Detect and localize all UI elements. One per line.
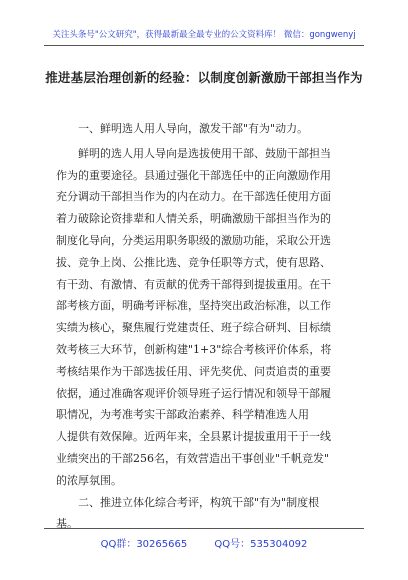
paragraph-line: 鲜明的选人用人导向是选拔使用干部、鼓励干部担当 <box>78 146 331 160</box>
paragraph-line: 有干劲、有激情、有贡献的优秀干部得到提拔重用。在干 <box>56 277 331 291</box>
paragraph-line: 的浓厚氛围。 <box>56 473 122 487</box>
paragraph-line: 充分调动干部担当作为的内在动力。在干部选任使用方面 <box>56 190 331 204</box>
footer-qq-group: QQ群：30265665 <box>100 539 188 550</box>
paragraph-line: 着力破除论资排辈和人情关系，明确激励干部担当作为的 <box>56 212 331 226</box>
footer-divider <box>44 528 364 529</box>
paragraph-line: 实绩为核心，聚焦履行党建责任、班子综合研判、目标绩 <box>56 321 331 335</box>
footer <box>0 535 408 550</box>
heading-line: 基。 <box>56 517 78 531</box>
header-banner: 关注头条号"公文研究"，获得最新最全最专业的公文资料库！ 微信：gongwenyj <box>52 30 356 40</box>
paragraph-line: 依据，通过准确客观评价领导班子运行情况和领导干部履 <box>56 386 331 400</box>
paragraph-line: 拔、竞争上岗、公推比选、竞争任职等方式，使有思路、 <box>56 255 331 269</box>
paragraph-line: 效考核三大环节，创新构建"1+3"综合考核评价体系，将 <box>56 342 332 356</box>
paragraph-line: 人提供有效保障。近两年来，全县累计提拔重用干于一线 <box>56 430 331 444</box>
footer-qq-number: QQ号：535304092 <box>214 539 308 550</box>
heading-line: 二、推进立体化综合考评，构筑干部"有为"制度根 <box>78 495 320 509</box>
paragraph-line: 业绩突出的干部256名，有效营造出干事创业"千帆竞发" <box>56 451 330 465</box>
header-divider <box>44 45 364 46</box>
paragraph-line: 考核结果作为干部选拔任用、评先奖优、问责追责的重要 <box>56 364 331 378</box>
paragraph-line: 作为的重要途径。县通过强化干部选任中的正向激励作用 <box>56 168 331 182</box>
paragraph-line: 职情况，为考准考实干部政治素养、科学精准选人用 <box>56 408 309 422</box>
section-heading-1: 一、鲜明选人用人导向，激发干部"有为"动力。 <box>78 122 309 135</box>
paragraph-line: 制度化导向，分类运用职务职级的激励功能，采取公开选 <box>56 233 331 247</box>
paragraph-1 <box>56 143 352 492</box>
document-title: 推进基层治理创新的经验：以制度创新激励干部担当作为 <box>45 70 363 85</box>
paragraph-line: 部考核方面，明确考评标准，坚持突出政治标准，以工作 <box>56 299 331 313</box>
document-body <box>56 118 352 535</box>
